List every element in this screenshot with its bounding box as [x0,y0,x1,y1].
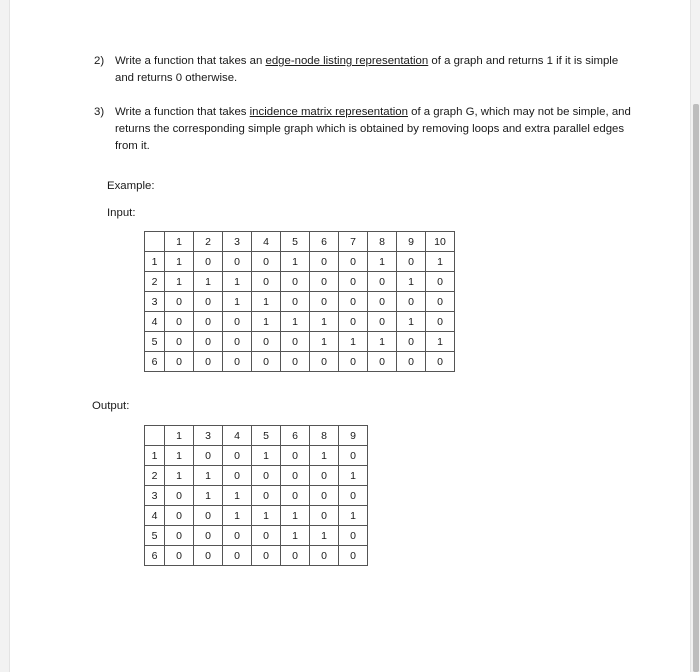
matrix-cell: 0 [223,526,252,546]
matrix-cell: 0 [397,292,426,312]
matrix-cell: 1 [426,332,455,352]
matrix-cell: 0 [223,546,252,566]
table-row [145,292,455,312]
matrix-cell: 0 [223,312,252,332]
question-underlined-term: edge-node listing representation [265,55,429,67]
column-header: 10 [426,232,455,252]
matrix-cell: 0 [252,352,281,372]
header-row [145,232,455,252]
matrix-cell: 1 [194,466,223,486]
table-row [145,546,368,566]
matrix-cell: 0 [194,446,223,466]
matrix-cell: 1 [339,332,368,352]
column-header: 9 [339,426,368,446]
matrix-cell: 1 [223,506,252,526]
matrix-cell: 0 [252,546,281,566]
table-row [145,312,455,332]
matrix-cell: 0 [281,292,310,312]
matrix-cell: 0 [165,332,194,352]
matrix-cell: 0 [339,312,368,332]
column-header: 3 [194,426,223,446]
matrix-cell: 0 [223,466,252,486]
matrix-cell: 0 [368,312,397,332]
matrix-cell: 1 [281,312,310,332]
question-text [115,53,634,87]
column-header: 5 [281,232,310,252]
matrix-cell: 0 [252,252,281,272]
matrix-cell: 0 [194,292,223,312]
matrix-cell: 1 [223,292,252,312]
question-text-post: of a graph and returns 1 if it is simple and returns 0 otherwise. [115,55,619,84]
matrix-cell: 0 [339,546,368,566]
question-text-pre: Write a function that takes [115,106,250,118]
row-header: 4 [145,312,165,332]
table-row [145,352,455,372]
matrix-cell: 0 [368,272,397,292]
row-header: 5 [145,332,165,352]
matrix-cell: 0 [194,352,223,372]
matrix-cell: 0 [310,466,339,486]
matrix-cell: 0 [426,312,455,332]
matrix-cell: 1 [339,466,368,486]
table-row [145,272,455,292]
matrix-cell: 0 [281,446,310,466]
matrix-cell: 0 [310,272,339,292]
table-row [145,526,368,546]
row-header: 2 [145,272,165,292]
matrix-cell: 0 [223,332,252,352]
column-header: 1 [165,232,194,252]
column-header: 6 [310,232,339,252]
matrix-cell: 0 [310,292,339,312]
matrix-cell: 0 [165,546,194,566]
matrix-cell: 0 [339,486,368,506]
input-label: Input: [107,207,136,219]
row-header: 4 [145,506,165,526]
row-header: 3 [145,292,165,312]
question-underlined-term: incidence matrix representation [249,106,408,118]
matrix-cell: 0 [194,526,223,546]
matrix-cell: 0 [310,252,339,272]
matrix-cell: 0 [397,252,426,272]
input-matrix-table [144,231,455,372]
matrix-cell: 1 [165,466,194,486]
matrix-cell: 0 [426,352,455,372]
corner-cell [145,232,165,252]
matrix-cell: 1 [252,292,281,312]
matrix-cell: 0 [252,332,281,352]
matrix-cell: 1 [194,272,223,292]
matrix-cell: 1 [194,486,223,506]
matrix-cell: 0 [194,312,223,332]
matrix-cell: 0 [194,506,223,526]
table-row [145,252,455,272]
matrix-cell: 0 [281,546,310,566]
scrollbar[interactable] [693,104,699,672]
matrix-cell: 0 [368,352,397,372]
matrix-cell: 0 [310,352,339,372]
matrix-cell: 1 [165,272,194,292]
matrix-cell: 1 [310,312,339,332]
matrix-cell: 0 [281,272,310,292]
question-number: 2) [94,55,105,67]
matrix-cell: 1 [281,252,310,272]
matrix-cell: 0 [223,252,252,272]
matrix-cell: 0 [339,446,368,466]
matrix-cell: 0 [252,466,281,486]
question-text-pre: Write a function that takes an [115,55,266,67]
row-header: 1 [145,446,165,466]
table-row [145,332,455,352]
question-number: 3) [94,106,105,118]
matrix-cell: 0 [165,352,194,372]
matrix-cell: 1 [165,446,194,466]
header-row [145,426,368,446]
matrix-cell: 0 [368,292,397,312]
matrix-cell: 0 [339,526,368,546]
matrix-cell: 1 [339,506,368,526]
matrix-cell: 0 [194,332,223,352]
column-header: 5 [252,426,281,446]
matrix-cell: 0 [426,292,455,312]
question-text-post: of a graph G, which may not be simple, and returns the corresponding simple graph which is obtained by removing loops and extra parallel edges from it. [115,106,631,152]
matrix-cell: 0 [339,252,368,272]
matrix-cell: 1 [252,312,281,332]
matrix-cell: 0 [194,546,223,566]
matrix-cell: 1 [252,506,281,526]
column-header: 6 [281,426,310,446]
question-3 [94,104,634,155]
matrix-cell: 0 [281,352,310,372]
matrix-cell: 0 [165,312,194,332]
matrix-cell: 0 [165,506,194,526]
question-2 [94,53,634,87]
matrix-cell: 0 [339,272,368,292]
matrix-cell: 0 [252,486,281,506]
matrix-cell: 0 [281,332,310,352]
matrix-cell: 0 [281,466,310,486]
column-header: 4 [252,232,281,252]
row-header: 6 [145,546,165,566]
row-header: 2 [145,466,165,486]
row-header: 5 [145,526,165,546]
matrix-cell: 1 [368,252,397,272]
matrix-cell: 0 [223,446,252,466]
matrix-cell: 1 [368,332,397,352]
matrix-cell: 0 [281,486,310,506]
matrix-cell: 0 [252,526,281,546]
output-label: Output: [92,400,130,412]
matrix-cell: 1 [310,332,339,352]
column-header: 4 [223,426,252,446]
matrix-cell: 1 [397,272,426,292]
matrix-cell: 0 [397,332,426,352]
example-label: Example: [107,180,155,192]
table-row [145,466,368,486]
matrix-cell: 0 [310,546,339,566]
question-text [115,104,634,155]
matrix-cell: 1 [281,506,310,526]
corner-cell [145,426,165,446]
matrix-cell: 0 [339,292,368,312]
page-edge-left [0,0,10,672]
matrix-cell: 0 [165,486,194,506]
matrix-cell: 0 [194,252,223,272]
matrix-cell: 0 [339,352,368,372]
matrix-cell: 0 [165,526,194,546]
row-header: 6 [145,352,165,372]
matrix-cell: 1 [252,446,281,466]
matrix-cell: 1 [310,526,339,546]
column-header: 9 [397,232,426,252]
matrix-cell: 0 [165,292,194,312]
matrix-cell: 1 [281,526,310,546]
matrix-cell: 0 [310,506,339,526]
column-header: 3 [223,232,252,252]
column-header: 8 [310,426,339,446]
matrix-cell: 1 [426,252,455,272]
matrix-cell: 1 [310,446,339,466]
row-header: 1 [145,252,165,272]
matrix-cell: 0 [397,352,426,372]
matrix-cell: 1 [223,272,252,292]
matrix-cell: 0 [310,486,339,506]
matrix-cell: 1 [165,252,194,272]
matrix-cell: 0 [223,352,252,372]
table-row [145,486,368,506]
column-header: 1 [165,426,194,446]
table-row [145,506,368,526]
row-header: 3 [145,486,165,506]
matrix-cell: 0 [426,272,455,292]
column-header: 2 [194,232,223,252]
table-row [145,446,368,466]
matrix-cell: 1 [397,312,426,332]
output-matrix-table [144,425,368,566]
matrix-cell: 1 [223,486,252,506]
column-header: 8 [368,232,397,252]
column-header: 7 [339,232,368,252]
matrix-cell: 0 [252,272,281,292]
